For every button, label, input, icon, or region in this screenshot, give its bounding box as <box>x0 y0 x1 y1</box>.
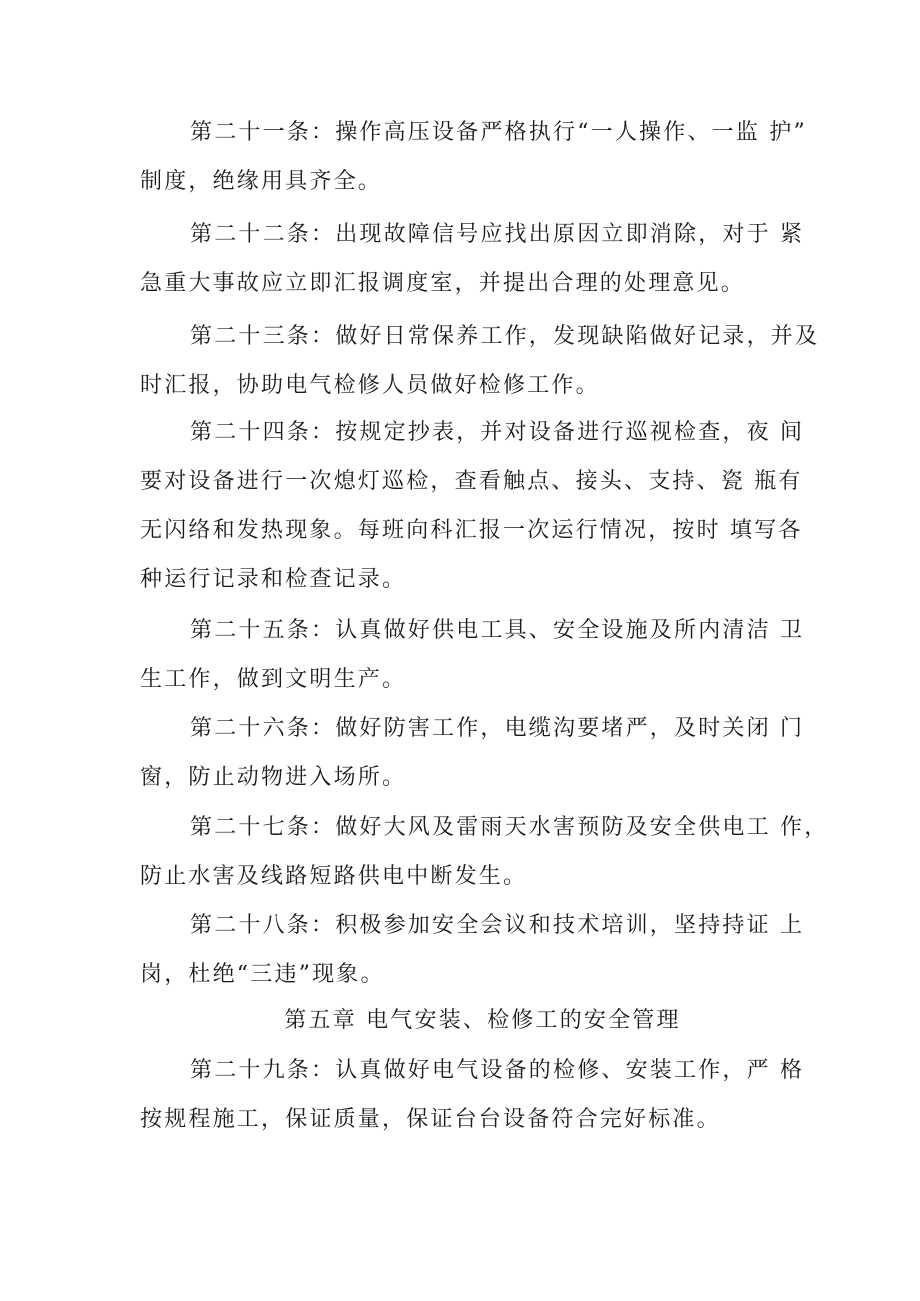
article-23-line-2: 时汇报，协助电气检修人员做好检修工作。 <box>140 373 600 398</box>
chapter-heading-text: 第五章 电气安装、检修工的安全管理 <box>284 1008 681 1033</box>
article-28-line-2: 岗，杜绝“三违”现象。 <box>140 962 385 987</box>
article-22-line-2: 急重大事故应立即汇报调度室，并提出合理的处理意见。 <box>140 271 746 296</box>
article-28-line-1: 第二十八条：积极参加安全会议和技术培训，坚持持证 上 <box>190 913 805 938</box>
article-29 <box>140 1046 805 1144</box>
article-27-line-2: 防止水害及线路短路供电中断发生。 <box>140 864 528 889</box>
article-22 <box>140 210 805 308</box>
article-24-line-4: 种运行记录和检查记录。 <box>140 567 407 592</box>
article-21-line-2: 制度，绝缘用具齐全。 <box>140 169 383 194</box>
article-27 <box>140 803 829 901</box>
article-26 <box>140 704 805 802</box>
article-21 <box>140 108 807 206</box>
article-26-line-1: 第二十六条：做好防害工作，电缆沟要堵严，及时关闭 门 <box>190 716 805 741</box>
article-25 <box>140 606 805 704</box>
chapter-heading <box>0 996 920 1045</box>
article-24 <box>140 408 805 604</box>
article-24-line-3: 无闪络和发热现象。每班向科汇报一次运行情况，按时 填写各 <box>140 518 803 543</box>
article-22-line-1: 第二十二条：出现故障信号应找出原因立即消除，对于 紧 <box>190 222 805 247</box>
article-25-line-1: 第二十五条：认真做好供电工具、安全设施及所内清洁 卫 <box>190 618 805 643</box>
article-24-line-1: 第二十四条：按规定抄表，并对设备进行巡视检查，夜 间 <box>190 420 805 445</box>
article-24-line-2: 要对设备进行一次熄灯巡检，查看触点、接头、支持、瓷 瓶有 <box>140 469 803 494</box>
article-28 <box>140 901 805 999</box>
article-25-line-2: 生工作，做到文明生产。 <box>140 667 407 692</box>
article-26-line-2: 窗，防止动物进入场所。 <box>140 765 407 790</box>
article-23 <box>140 312 820 410</box>
article-29-line-1: 第二十九条：认真做好电气设备的检修、安装工作，严 格 <box>190 1058 805 1083</box>
article-23-line-1: 第二十三条：做好日常保养工作，发现缺陷做好记录，并及 <box>190 324 820 349</box>
article-27-line-1: 第二十七条：做好大风及雷雨天水害预防及安全供电工 作， <box>190 815 829 840</box>
article-21-line-1: 第二十一条：操作高压设备严格执行“一人操作、一监 护” <box>190 120 807 145</box>
article-29-line-2: 按规程施工，保证质量，保证台台设备符合完好标准。 <box>140 1107 721 1132</box>
